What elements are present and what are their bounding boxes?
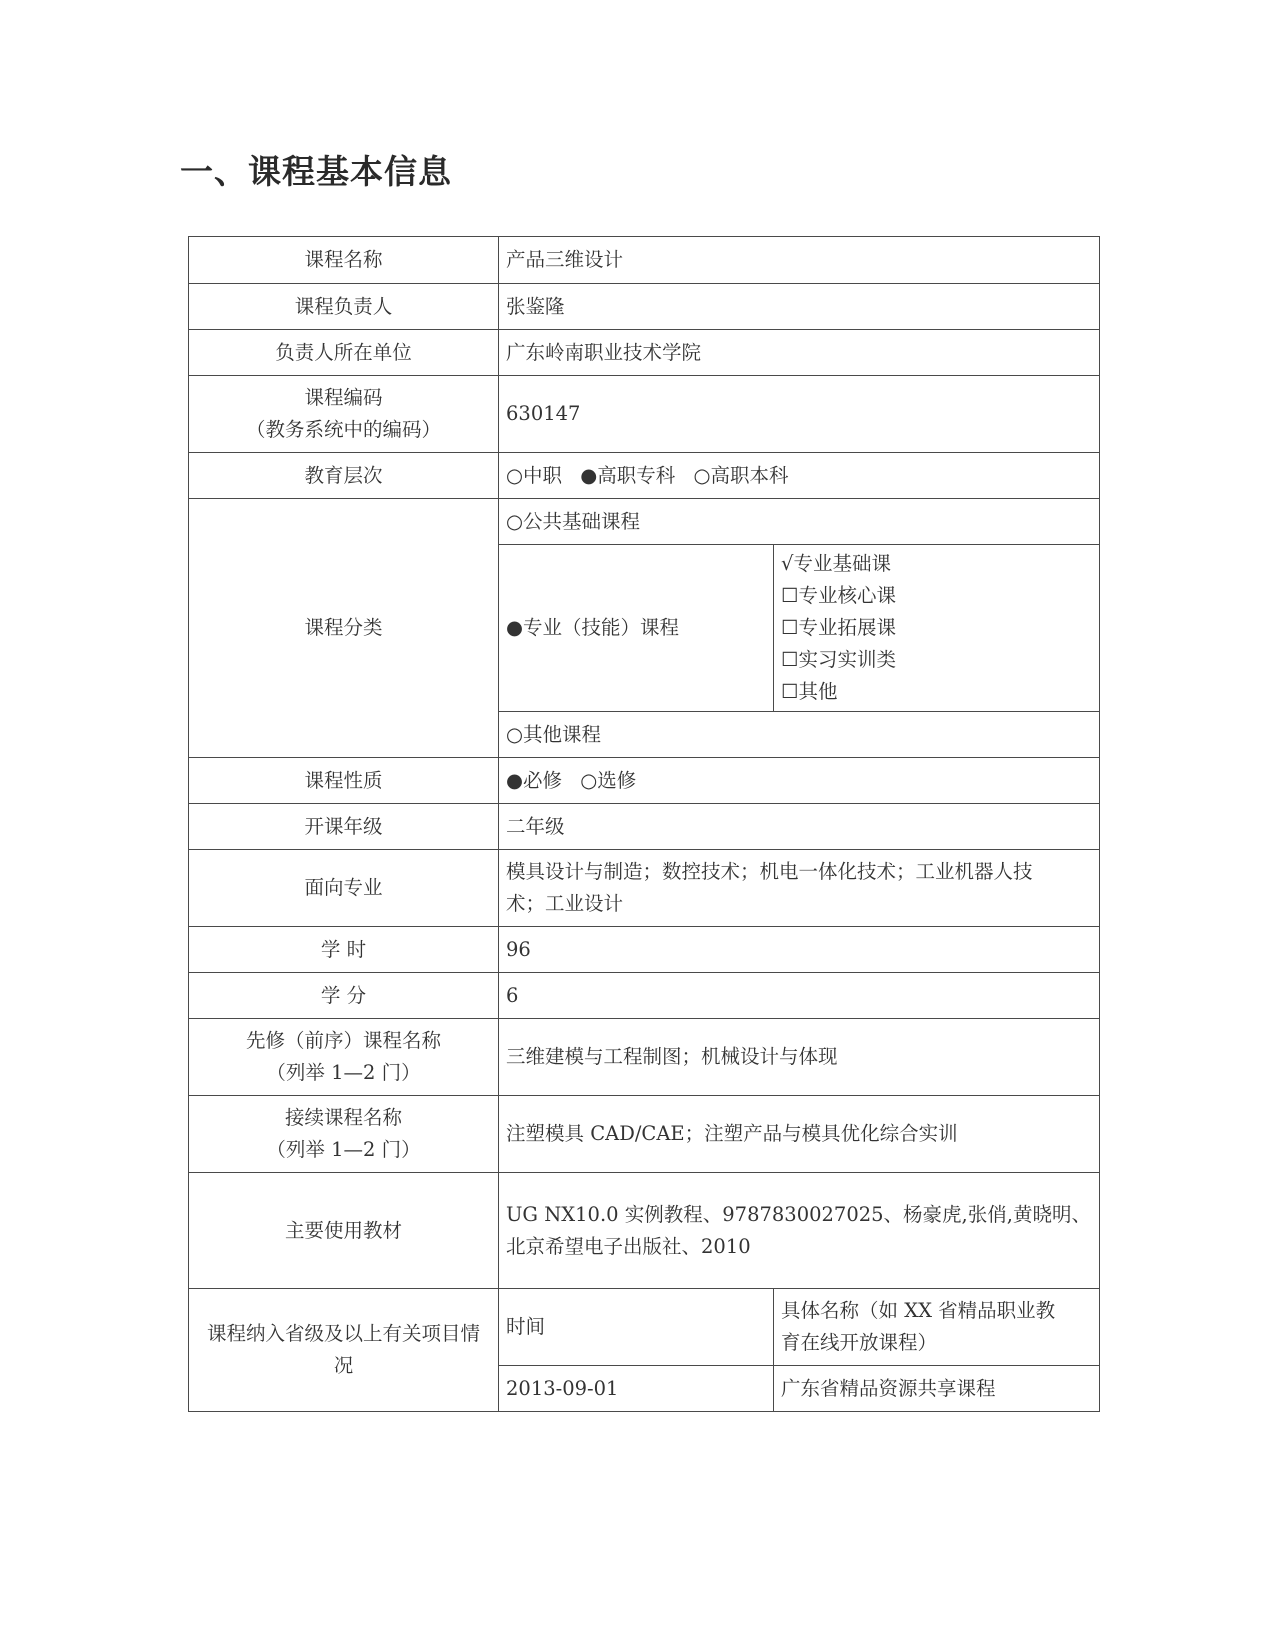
course-code-label-line2: （教务系统中的编码） [245, 418, 441, 441]
majors-value-line2: 术；工业设计 [506, 892, 624, 915]
textbook-label: 主要使用教材 [189, 1173, 499, 1289]
followup-value: 注塑模具 CAD/CAE；注塑产品与模具优化综合实训 [499, 1096, 1100, 1173]
nature-option-label: 选修 [597, 768, 637, 792]
majors-label: 面向专业 [189, 850, 499, 927]
level-option-label: 中职 [523, 463, 563, 487]
table-row [189, 804, 1100, 850]
sub-option-professional-basic [781, 548, 1092, 580]
category-option-label: 公共基础课程 [523, 509, 641, 533]
prereq-label-line2: （列举 1—2 门） [266, 1061, 421, 1084]
prereq-label [189, 1019, 499, 1096]
course-code-label [189, 376, 499, 453]
education-level-options [499, 453, 1100, 499]
followup-label-line2: （列举 1—2 门） [266, 1138, 421, 1161]
radio-empty-icon: ○ [506, 722, 524, 746]
nature-option-elective [580, 769, 636, 792]
sub-option-other [781, 676, 1092, 708]
textbook-value-line2: 北京希望电子出版社、2010 [506, 1234, 751, 1258]
radio-filled-icon: ● [506, 768, 524, 792]
table-row [189, 376, 1100, 453]
sub-option-label: 专业基础课 [793, 552, 891, 575]
checkbox-empty-icon: ☐ [781, 616, 799, 639]
radio-empty-icon: ○ [506, 509, 524, 533]
category-other-option [499, 712, 1100, 758]
table-row [189, 758, 1100, 804]
category-professional-option [499, 545, 774, 712]
course-code-label-line1: 课程编码 [304, 386, 383, 409]
table-row [189, 453, 1100, 499]
table-row [189, 1019, 1100, 1096]
hours-label: 学 时 [189, 927, 499, 973]
textbook-value-line1: UG NX10.0 实例教程、9787830027025、杨豪虎,张俏,黄晓明、 [506, 1202, 1091, 1226]
checkbox-empty-icon: ☐ [781, 680, 799, 703]
category-sub-options [774, 545, 1100, 712]
course-info-table [188, 236, 1100, 1412]
credits-label: 学 分 [189, 973, 499, 1019]
table-row [189, 284, 1100, 330]
grade-label: 开课年级 [189, 804, 499, 850]
radio-empty-icon: ○ [693, 463, 711, 487]
table-row [189, 973, 1100, 1019]
course-name-label: 课程名称 [189, 237, 499, 284]
leader-value: 张鉴隆 [499, 284, 1100, 330]
level-option-higher-vocational [580, 464, 675, 487]
followup-label-line1: 接续课程名称 [284, 1106, 402, 1129]
category-option-label: 其他课程 [523, 722, 602, 746]
checkbox-empty-icon: ☐ [781, 584, 799, 607]
table-row [189, 330, 1100, 376]
nature-option-required [506, 769, 562, 792]
radio-filled-icon: ● [506, 616, 524, 639]
radio-empty-icon: ○ [580, 768, 598, 792]
project-name-cell: 广东省精品资源共享课程 [774, 1366, 1100, 1412]
projects-label-line1: 课程纳入省级及以上有关项目情 [206, 1322, 480, 1345]
projects-name-header-line1: 具体名称（如 XX 省精品职业教 [781, 1299, 1056, 1322]
sub-option-label: 专业拓展课 [798, 616, 896, 639]
table-row [189, 850, 1100, 927]
section-heading: 一、课程基本信息 [180, 152, 452, 191]
check-mark-icon: √ [781, 552, 794, 575]
sub-option-professional-extension [781, 612, 1092, 644]
sub-option-label: 其他 [798, 680, 838, 703]
course-code-value: 630147 [499, 376, 1100, 453]
sub-option-label: 专业核心课 [798, 584, 896, 607]
level-option-label: 高职本科 [710, 463, 789, 487]
unit-value: 广东岭南职业技术学院 [499, 330, 1100, 376]
credits-value: 6 [499, 973, 1100, 1019]
level-option-label: 高职专科 [597, 463, 676, 487]
table-row [189, 1096, 1100, 1173]
leader-label: 课程负责人 [189, 284, 499, 330]
grade-value: 二年级 [499, 804, 1100, 850]
projects-label [189, 1289, 499, 1412]
table-row [189, 237, 1100, 284]
sub-option-professional-core [781, 580, 1092, 612]
table-row [189, 499, 1100, 545]
nature-option-label: 必修 [523, 768, 563, 792]
followup-label [189, 1096, 499, 1173]
course-nature-options [499, 758, 1100, 804]
category-option-label: 专业（技能）课程 [523, 616, 680, 639]
checkbox-empty-icon: ☐ [781, 648, 799, 671]
projects-name-header-line2: 育在线开放课程） [781, 1331, 938, 1354]
prereq-value: 三维建模与工程制图；机械设计与体现 [499, 1019, 1100, 1096]
majors-value-line1: 模具设计与制造；数控技术；机电一体化技术；工业机器人技 [506, 860, 1033, 883]
course-name-value: 产品三维设计 [499, 237, 1100, 284]
projects-name-header [774, 1289, 1100, 1366]
course-category-label: 课程分类 [189, 499, 499, 758]
radio-empty-icon: ○ [506, 463, 524, 487]
hours-value: 96 [499, 927, 1100, 973]
table-row [189, 1173, 1100, 1289]
category-public-option [499, 499, 1100, 545]
sub-option-practice-training [781, 644, 1092, 676]
prereq-label-line1: 先修（前序）课程名称 [245, 1029, 441, 1052]
education-level-label: 教育层次 [189, 453, 499, 499]
sub-option-label: 实习实训类 [798, 648, 896, 671]
level-option-vocational-bachelor [693, 464, 788, 487]
unit-label: 负责人所在单位 [189, 330, 499, 376]
radio-filled-icon: ● [580, 463, 598, 487]
table-row [189, 1289, 1100, 1366]
project-time-cell: 2013-09-01 [499, 1366, 774, 1412]
course-nature-label: 课程性质 [189, 758, 499, 804]
textbook-value [499, 1173, 1100, 1289]
projects-label-line2: 况 [333, 1354, 354, 1377]
table-row [189, 927, 1100, 973]
projects-time-header: 时间 [499, 1289, 774, 1366]
majors-value [499, 850, 1100, 927]
level-option-secondary [506, 464, 562, 487]
